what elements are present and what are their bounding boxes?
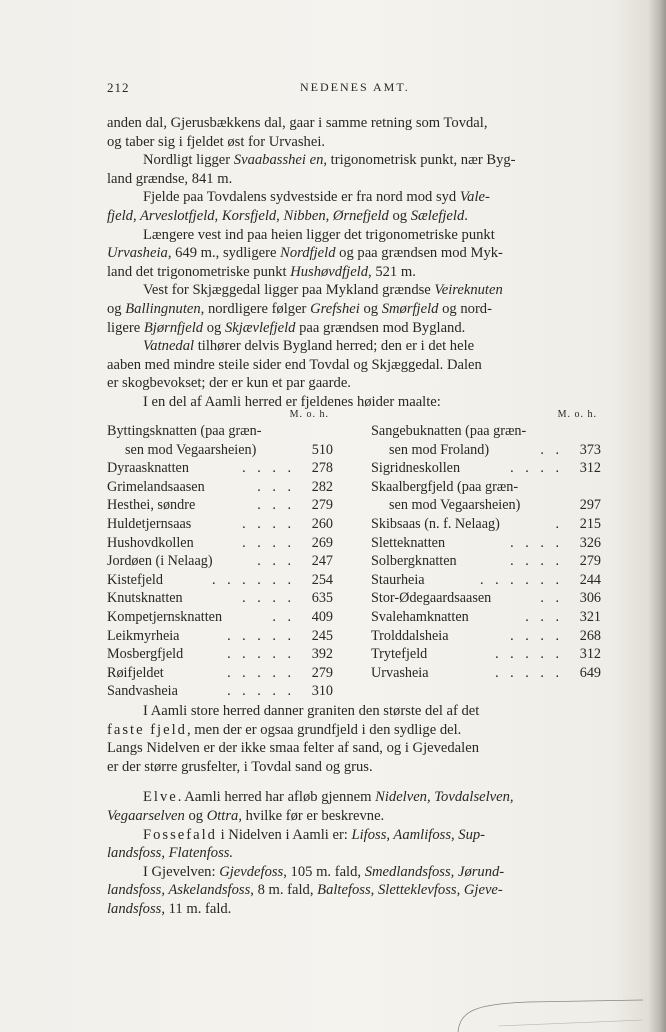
text-run: , 11 m. fald. [161, 900, 232, 917]
leader-dots: . . . . . [227, 683, 295, 700]
height-value: 279 [311, 664, 333, 681]
place-name: Veireknuten [434, 282, 503, 299]
text-run: , 105 m. fald, [283, 863, 365, 880]
text-run: og [107, 300, 126, 317]
text-run: Fjelde paa Tovdalens sydvestside er fra nord mod syd [143, 189, 460, 206]
text-run: . [464, 207, 468, 224]
place-name: Ballingnuten [125, 300, 201, 317]
text-run: Vest for Skjæggedal ligger paa Mykland grændse [143, 282, 435, 299]
mountain-name: Sletteknatten [371, 534, 446, 551]
text-run: , men der er ogsaa grundfjeld i den sydlige del. [186, 721, 462, 738]
text-run: i Nidelven i Aamli er: [216, 826, 352, 843]
place-name: Grefshei [310, 300, 360, 317]
leader-dots: . . . [257, 553, 295, 570]
river-name: Ottra [206, 807, 239, 824]
leader-dots: . . . . . . [479, 571, 563, 588]
height-value: 282 [311, 478, 333, 495]
spaced-term: Elve [143, 789, 178, 806]
height-row [371, 496, 601, 515]
text-run: Langs Nidelven er der ikke smaa felter af sand, og i Gjevedalen [107, 740, 479, 757]
leader-dots: . . . . . [495, 664, 563, 681]
leader-dots: . . . [525, 608, 563, 625]
leader-dots: . . . . . . [211, 571, 295, 588]
height-row [371, 422, 601, 441]
height-value: 297 [579, 497, 601, 514]
mountain-name: Sandvasheia [107, 683, 178, 700]
height-row [371, 478, 601, 497]
height-row [107, 645, 333, 664]
text-run: land det trigonometriske punkt [107, 263, 291, 280]
para-4 [107, 226, 597, 282]
text-run: Længere vest ind paa heien ligger det trigonometriske punkt [143, 226, 495, 243]
mountain-name: Røifjeldet [107, 664, 164, 681]
place-name: Hushøvdfjeld [290, 263, 369, 280]
mountain-name: sen mod Vegaarsheien) [389, 497, 521, 514]
height-row [107, 459, 333, 478]
waterfall-name: Gjevdefoss [219, 863, 284, 880]
height-row [371, 627, 601, 646]
height-value: 321 [579, 608, 601, 625]
rows-right [371, 422, 601, 682]
para-5 [107, 281, 597, 337]
height-row [107, 571, 333, 590]
waterfall-name: landsfoss, Askelandsfoss [107, 882, 251, 899]
mountain-name: Kistefjeld [107, 571, 163, 588]
text-run: og nord- [438, 300, 492, 317]
mountain-name: Byttingsknatten (paa græn- [107, 423, 262, 439]
height-value: 312 [579, 460, 601, 477]
text-run: land grændse, 841 m. [107, 170, 233, 187]
height-row [107, 496, 333, 515]
para-3 [107, 188, 597, 225]
text-run: er skogbevokset; der er kun et par gaarde. [107, 375, 351, 392]
mountain-name: Kompetjernsknatten [107, 608, 223, 625]
leader-dots: . . . . [510, 534, 563, 551]
body-text-bottom [107, 702, 597, 919]
text-run: paa grændsen mod Bygland. [295, 319, 466, 336]
place-name: Svaabasshei en [233, 152, 324, 169]
height-value: 409 [311, 608, 333, 625]
height-value: 279 [311, 497, 333, 514]
text-run: , 521 m. [368, 263, 416, 280]
text-run: , 8 m. fald, [250, 882, 318, 899]
text-run: I Aamli store herred danner graniten den største del af det [143, 703, 480, 719]
place-name: Bjørnfjeld [143, 319, 204, 336]
height-value: 215 [579, 515, 601, 532]
height-value: 260 [311, 515, 333, 532]
height-value: 254 [311, 571, 333, 588]
text-run: , 649 m., sydligere [167, 245, 281, 262]
leader-dots: . . . . . [227, 646, 295, 663]
place-name: fjeld, Arveslotfjeld, Korsfjeld, Nibben, Ørnefjeld [107, 207, 389, 224]
leader-dots: . . . . [242, 534, 295, 551]
mountain-name: Knutsknatten [107, 590, 183, 607]
height-row [107, 552, 333, 571]
mountain-name: Skibsaas (n. f. Nelaag) [371, 515, 500, 532]
text-run: Nordligt ligger [143, 152, 234, 169]
leader-dots: . . . . . [495, 646, 563, 663]
body-text-top [107, 114, 597, 412]
leader-dots: . . [540, 590, 563, 607]
text-run: aaben med mindre steile sider end Tovdal og Skjæggedal. Dalen [107, 356, 482, 373]
waterfall-name: Lifoss, Aamlifoss, Sup- [351, 826, 486, 843]
height-row [107, 664, 333, 683]
height-row [371, 645, 601, 664]
spaced-term: faste fjeld [107, 721, 187, 738]
height-row [107, 478, 333, 497]
height-value: 279 [579, 553, 601, 570]
height-value: 635 [311, 590, 333, 607]
height-value: 310 [311, 683, 333, 700]
mountain-name: Mosbergfjeld [107, 646, 184, 663]
height-row [107, 441, 333, 460]
height-row [107, 627, 333, 646]
mountain-name: Huldetjernsaas [107, 515, 192, 532]
height-row [371, 664, 601, 683]
mountain-name: Stor-Ødegaardsaasen [371, 590, 492, 607]
leader-dots: . . . . [242, 515, 295, 532]
waterfall-name: landsfoss, Flatenfoss. [107, 845, 234, 862]
heights-column-left [107, 408, 333, 701]
para-11 [107, 863, 597, 919]
mountain-name: Trytefjeld [371, 646, 428, 663]
waterfall-name: Smedlandsfoss, Jørund- [364, 863, 505, 880]
river-name: Vegaarselven [107, 807, 185, 824]
mountain-name: Trolddalsheia [371, 627, 449, 644]
text-run: , trigonometrisk punkt, nær Byg- [323, 152, 516, 169]
height-row [371, 459, 601, 478]
leader-dots: . . . . . [227, 664, 295, 681]
height-row [371, 534, 601, 553]
place-name: Smørfjeld [381, 300, 439, 317]
unit-header-right: M. o. h. [557, 409, 597, 420]
leader-dots: . . . . . [227, 627, 295, 644]
leader-dots: . . . . [242, 460, 295, 477]
place-name: Skjævlefjeld [224, 319, 296, 336]
height-row [107, 589, 333, 608]
height-value: 269 [311, 534, 333, 551]
height-row [371, 441, 601, 460]
text-run: tilhører delvis Bygland herred; den er i det hele [194, 338, 475, 355]
height-value: 373 [579, 441, 601, 458]
text-run: ligere [107, 319, 144, 336]
text-run: I Gjevelven: [143, 863, 220, 880]
rows-left [107, 422, 333, 701]
mountain-name: Sangebuknatten (paa græn- [371, 423, 527, 439]
height-value: 268 [579, 627, 601, 644]
height-value: 278 [311, 460, 333, 477]
place-name: Vatnedal [143, 338, 195, 355]
mountain-name: sen mod Vegaarsheien) [125, 441, 257, 458]
page-header [107, 80, 597, 100]
mountain-name: Jordøen (i Nelaag) [107, 553, 213, 570]
mountain-name: Sigridneskollen [371, 460, 461, 477]
waterfall-name: Baltefoss, Sletteklevfoss, Gjeve- [317, 882, 503, 899]
text-run: og [203, 319, 225, 336]
mountain-name: Hesthei, søndre [107, 497, 196, 514]
leader-dots: . . . . [510, 627, 563, 644]
text-run: . Aamli herred har afløb gjennem [177, 789, 376, 806]
text-line: anden dal, Gjerusbækkens dal, gaar i samme retning som Tovdal, [107, 115, 488, 131]
height-value: 306 [579, 590, 601, 607]
height-value: 392 [311, 646, 333, 663]
leader-dots: . . . . [510, 553, 563, 570]
running-title: NEDENES AMT. [300, 80, 410, 94]
place-name: Sælefjeld [410, 207, 465, 224]
height-row [371, 571, 601, 590]
height-row [371, 608, 601, 627]
mountain-name: Skaalbergfjeld (paa græn- [371, 478, 519, 495]
para-6 [107, 337, 597, 393]
height-row [371, 589, 601, 608]
para-1 [107, 114, 597, 151]
mountain-name: Leikmyrheia [107, 627, 180, 644]
text-line: og taber sig i fjeldet øst for Urvashei. [107, 133, 326, 150]
leader-dots: . . . . [510, 460, 563, 477]
height-value: 244 [579, 571, 601, 588]
height-row [107, 515, 333, 534]
height-value: 510 [311, 441, 333, 458]
para-8 [107, 702, 597, 776]
height-row [371, 552, 601, 571]
height-row [107, 608, 333, 627]
place-name: Nordfjeld [280, 245, 336, 262]
mountain-name: Solbergknatten [371, 553, 457, 570]
waterfall-name: landsfoss [107, 900, 162, 917]
leader-dots: . [555, 515, 563, 532]
place-name: Vale- [459, 189, 490, 206]
text-run: er der større grusfelter, i Tovdal sand og grus. [107, 758, 373, 775]
leader-dots: . . [272, 608, 295, 625]
height-row [107, 422, 333, 441]
spaced-term: Fossefald [143, 826, 217, 843]
page-number: 212 [107, 80, 130, 95]
mountain-name: Svalehamknatten [371, 608, 469, 625]
para-2 [107, 151, 597, 188]
place-name: Urvasheia [107, 245, 168, 262]
mountain-name: Grimelandsaasen [107, 478, 205, 495]
mountain-name: sen mod Froland) [389, 441, 490, 458]
para-10 [107, 826, 597, 863]
height-row [371, 515, 601, 534]
page-edge-shadow [648, 0, 666, 1032]
text-run: og [184, 807, 207, 824]
mountain-name: Dyraasknatten [107, 460, 189, 477]
height-value: 649 [579, 664, 601, 681]
text-run: , nordligere følger [200, 300, 311, 317]
leader-dots: . . [540, 441, 563, 458]
text-run: og [359, 300, 382, 317]
para-7: I en del af Aamli herred er fjeldenes høider maalte: [143, 393, 441, 410]
mountain-name: Hushovdkollen [107, 534, 194, 551]
river-name: Nidelven, Tovdalselven, [375, 789, 514, 806]
leader-dots: . . . . [242, 590, 295, 607]
height-row [107, 534, 333, 553]
leader-dots: . . . [257, 478, 295, 495]
height-value: 312 [579, 646, 601, 663]
height-value: 326 [579, 534, 601, 551]
leader-dots: . . . [257, 497, 295, 514]
heights-column-right [371, 408, 601, 682]
text-run: , hvilke før er beskrevne. [238, 807, 385, 824]
text-run: og [388, 207, 411, 224]
height-row [107, 682, 333, 701]
para-9 [107, 788, 597, 825]
mountain-name: Urvasheia [371, 664, 429, 681]
text-run: og paa grændsen mod Myk- [335, 245, 503, 262]
height-value: 247 [311, 553, 333, 570]
unit-header-left: M. o. h. [289, 409, 329, 420]
mountain-name: Staurheia [371, 571, 425, 588]
page-curl-mark [438, 982, 648, 1032]
height-value: 245 [311, 627, 333, 644]
